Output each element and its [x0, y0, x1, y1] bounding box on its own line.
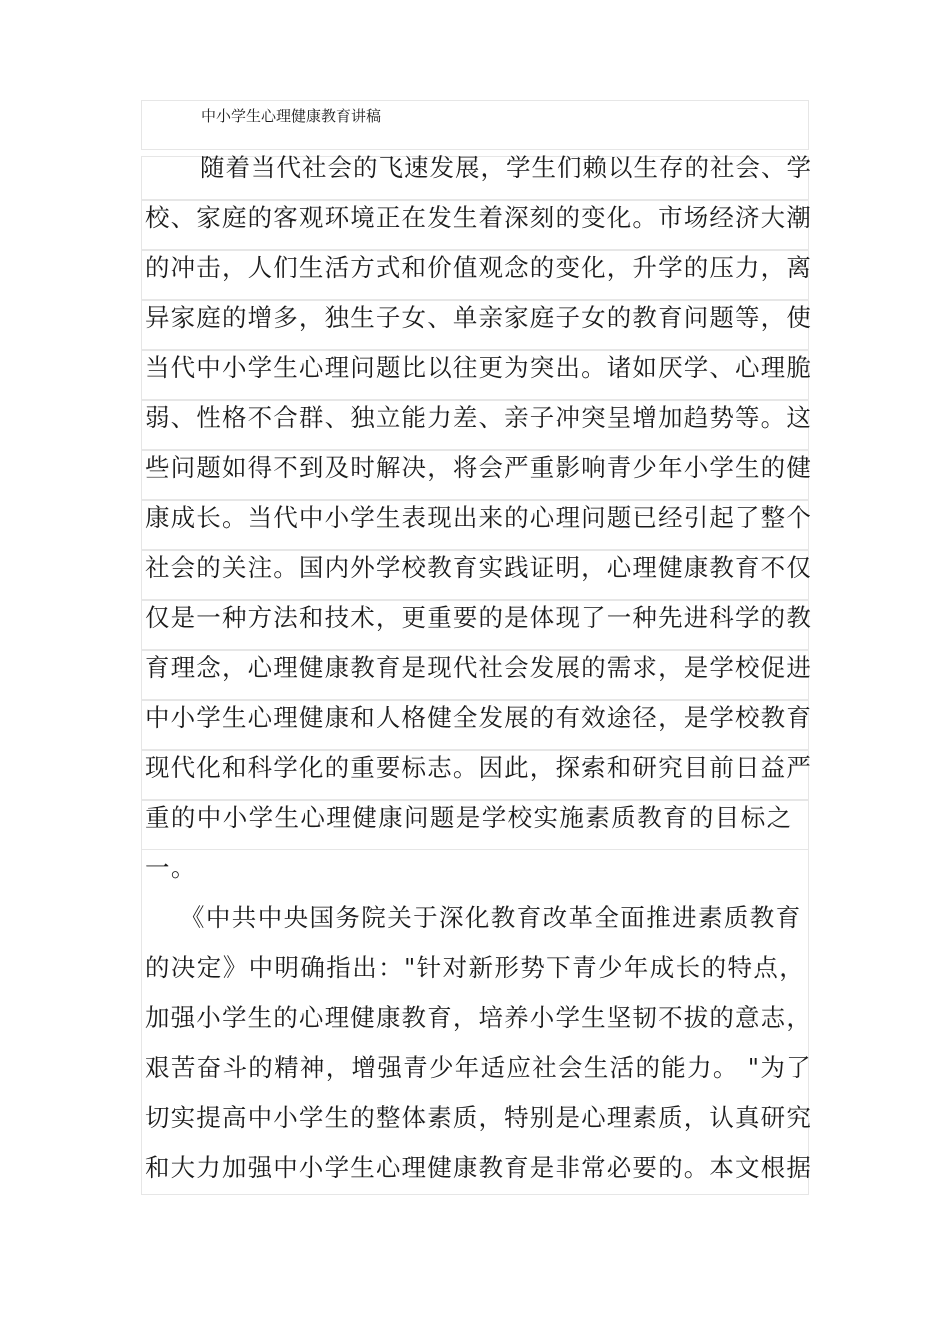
body-line: 随着当代社会的飞速发展，学生们赖以生存的社会、学	[200, 153, 812, 182]
body-line: 社会的关注。国内外学校教育实践证明，心理健康教育不仅	[145, 553, 812, 582]
body-line: 一。	[145, 853, 197, 882]
body-line: 育理念，心理健康教育是现代社会发展的需求，是学校促进	[145, 653, 812, 682]
body-line: 艰苦奋斗的精神，增强青少年适应社会生活的能力。 "为了	[145, 1053, 812, 1082]
document-title: 中小学生心理健康教育讲稿	[201, 107, 382, 125]
body-line: 切实提高中小学生的整体素质，特别是心理素质，认真研究	[145, 1103, 812, 1132]
body-line: 异家庭的增多，独生子女、单亲家庭子女的教育问题等，使	[145, 303, 812, 332]
body-line: 中小学生心理健康和人格健全发展的有效途径，是学校教育	[145, 703, 812, 732]
body-line: 的冲击，人们生活方式和价值观念的变化，升学的压力，离	[145, 253, 812, 282]
body-line: 些问题如得不到及时解决，将会严重影响青少年小学生的健	[145, 453, 812, 482]
body-line: 和大力加强中小学生心理健康教育是非常必要的。本文根据	[145, 1153, 812, 1182]
body-line: 《中共中央国务院关于深化教育改革全面推进素质教育	[180, 903, 802, 932]
body-line: 加强小学生的心理健康教育，培养小学生坚韧不拔的意志，	[145, 1003, 812, 1032]
body-line: 当代中小学生心理问题比以往更为突出。诸如厌学、心理脆	[145, 353, 812, 382]
body-line: 弱、性格不合群、独立能力差、亲子冲突呈增加趋势等。这	[145, 403, 812, 432]
body-line: 现代化和科学化的重要标志。因此，探索和研究目前日益严	[145, 753, 812, 782]
body-line: 重的中小学生心理健康问题是学校实施素质教育的目标之	[145, 803, 793, 832]
body-line: 的决定》中明确指出："针对新形势下青少年成长的特点，	[145, 953, 806, 982]
body-line: 仅是一种方法和技术，更重要的是体现了一种先进科学的教	[145, 603, 812, 632]
body-line: 康成长。当代中小学生表现出来的心理问题已经引起了整个	[145, 503, 812, 532]
body-line: 校、家庭的客观环境正在发生着深刻的变化。市场经济大潮	[145, 203, 812, 232]
